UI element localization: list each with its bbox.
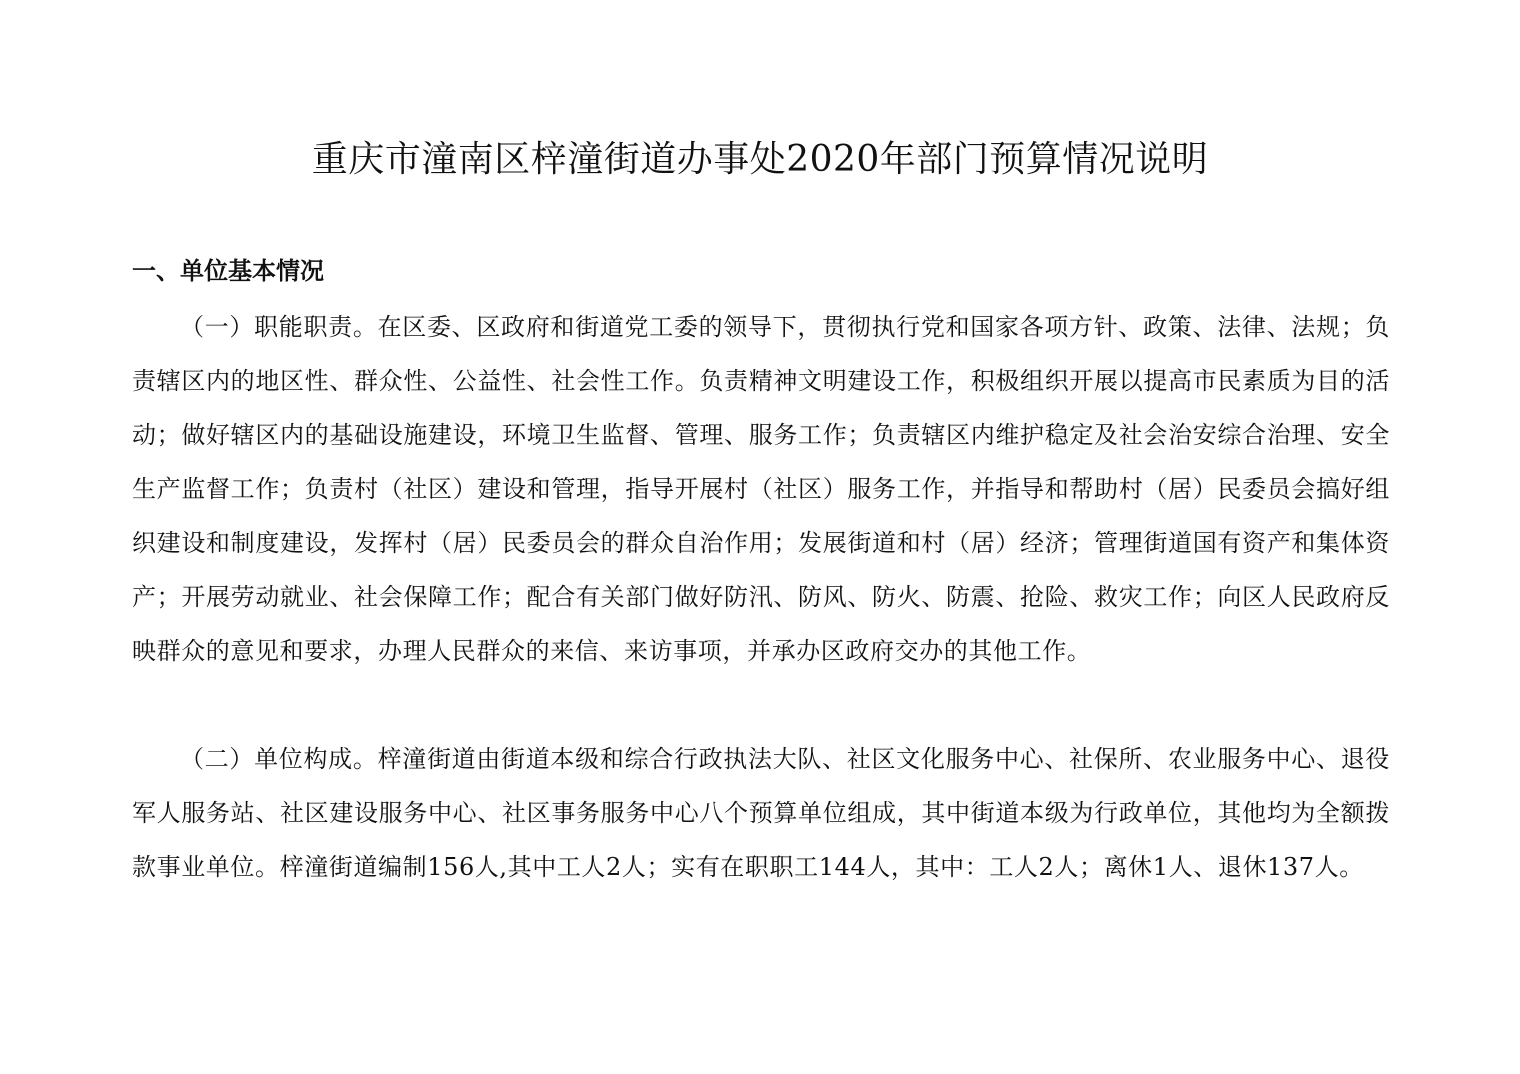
section-heading: 一、单位基本情况 bbox=[132, 257, 324, 285]
paragraph-duties: （一）职能职责。在区委、区政府和街道党工委的领导下，贯彻执行党和国家各项方针、政策、法律、法规；负责辖区内的地区性、群众性、公益性、社会性工作。负责精神文明建设工作，积极组织开展以提高市民素质为目的活动；做好辖区内的基础设施建设，环境卫生监督、管理、服务工作；负责辖区内维护稳定及社会治安综合治理、安全生产监督工作；负责村（社区）建设和管理，指导开展村（社区）服务工作，并指导和帮助村（居）民委员会搞好组织建设和制度建设，发挥村（居）民委员会的群众自治作用；发展街道和村（居）经济；管理街道国有资产和集体资产；开展劳动就业、社会保障工作；配合有关部门做好防汛、防风、防火、防震、抢险、救灾工作；向区人民政府反映群众的意见和要求，办理人民群众的来信、来访事项，并承办区政府交办的其他工作。 bbox=[132, 313, 1390, 665]
paragraph-composition: （二）单位构成。梓潼街道由街道本级和综合行政执法大队、社区文化服务中心、社保所、农业服务中心、退役军人服务站、社区建设服务中心、社区事务服务中心八个预算单位组成，其中街道本级为行政单位，其他均为全额拨款事业单位。梓潼街道编制156人,其中工人2人；实有在职职工144人，其中：工人2人；离休1人、退休137人。 bbox=[132, 745, 1390, 881]
document-title: 重庆市潼南区梓潼街道办事处2020年部门预算情况说明 bbox=[311, 139, 1209, 180]
